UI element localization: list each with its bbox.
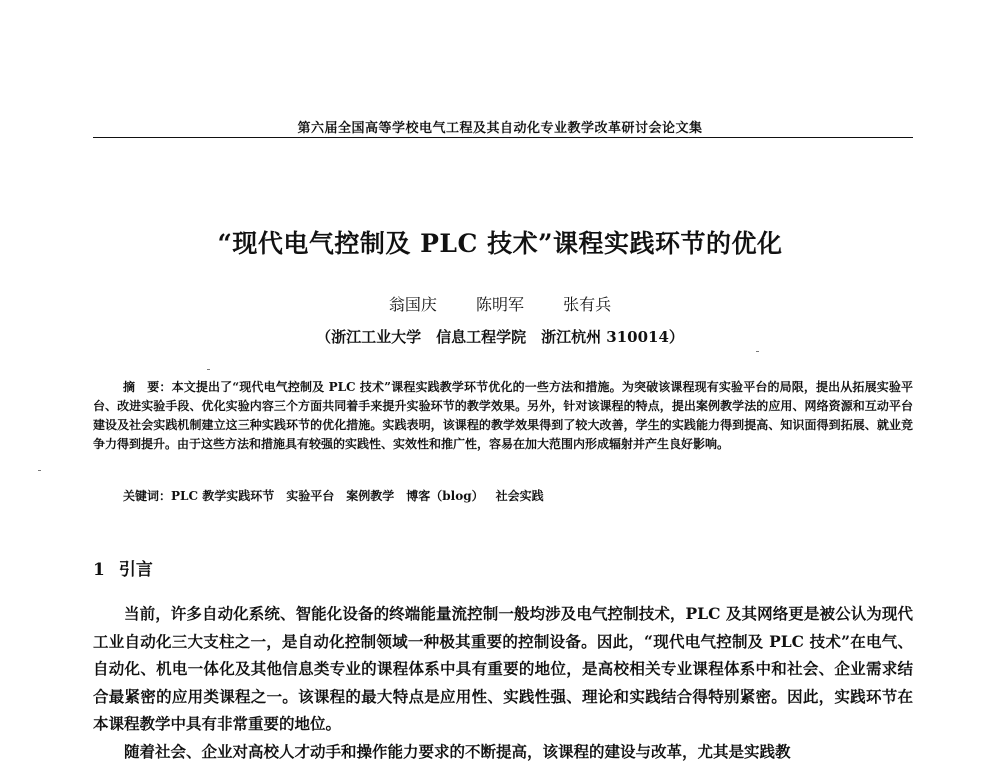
abstract-text: 本文提出了“现代电气控制及 PLC 技术”课程实践教学环节优化的一些方法和措施。为突破该课程现有实验平台的局限，提出从拓展实验平台、改进实验手段、优化实验内容三个方面共同着手来提升实验环节的教学效果。另外，针对该课程的特点，提出案例教学法的应用、网络资源和互动平台建设及社会实践机制建立这三种实践环节的优化措施。实践表明，该课程的教学效果得到了较大改善，学生的实践能力得到提高、知识面得到拓展、就业竞争力得到提升。由于这些方法和措施具有较强的实践性、实效性和推广性，容易在加大范围内形成辐射并产生良好影响。 <box>93 380 913 451</box>
affiliation: （浙江工业大学 信息工程学院 浙江杭州 310014） <box>0 326 1000 347</box>
scan-speck <box>207 369 210 370</box>
header-rule <box>93 137 913 138</box>
keyword: 博客（blog） <box>406 489 483 503</box>
abstract-label: 摘 要： <box>123 380 172 394</box>
body-paragraph: 随着社会、企业对高校人才动手和操作能力要求的不断提高，该课程的建设与改革，尤其是实践教 <box>93 738 913 765</box>
keywords <box>123 487 913 504</box>
author-name: 陈明军 <box>476 295 524 314</box>
keyword: 社会实践 <box>496 489 544 503</box>
keywords-label: 关键词： <box>123 489 171 503</box>
author-name: 张有兵 <box>563 295 611 314</box>
scan-speck <box>756 351 759 352</box>
keyword: PLC 教学实践环节 <box>171 489 274 503</box>
author-name: 翁国庆 <box>389 295 437 314</box>
section-title: 引言 <box>119 560 153 580</box>
running-header: 第六届全国高等学校电气工程及其自动化专业教学改革研讨会论文集 <box>0 117 1000 136</box>
section-number: 1 <box>93 560 105 580</box>
keyword: 案例教学 <box>346 489 394 503</box>
section-body <box>93 600 913 765</box>
author-list <box>0 292 1000 315</box>
abstract <box>93 378 913 454</box>
section-heading <box>93 555 153 580</box>
scan-speck <box>38 470 41 471</box>
keyword: 实验平台 <box>286 489 334 503</box>
body-paragraph: 当前，许多自动化系统、智能化设备的终端能量流控制一般均涉及电气控制技术，PLC 及其网络更是被公认为现代工业自动化三大支柱之一，是自动化控制领域一种极其重要的控制设备。因此，“现代电气控制及 PLC 技术”在电气、自动化、机电一体化及其他信息类专业的课程体系中具有重要的地位，是高校相关专业课程体系中和社会、企业需求结合最紧密的应用类课程之一。该课程的最大特点是应用性、实践性强、理论和实践结合得特别紧密。因此，实践环节在本课程教学中具有非常重要的地位。 <box>93 600 913 738</box>
paper-title: “现代电气控制及 PLC 技术”课程实践环节的优化 <box>0 224 1000 260</box>
